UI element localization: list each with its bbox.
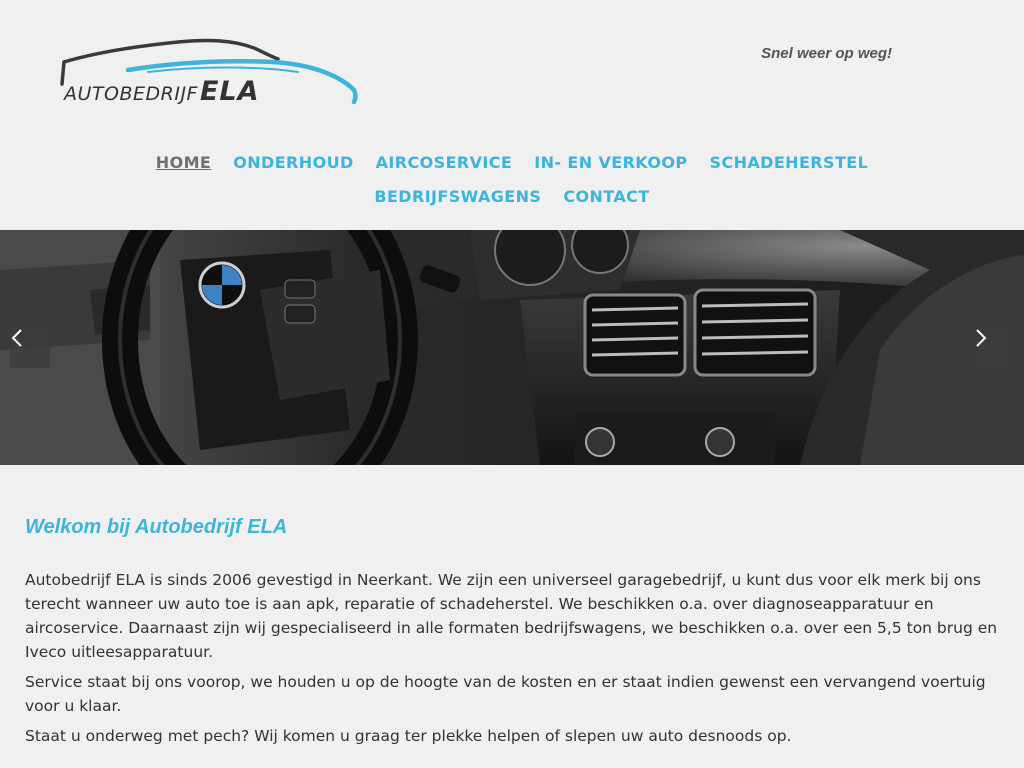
hero-slider [0,230,1024,465]
slider-prev-button[interactable] [10,328,50,368]
intro-paragraph: Autobedrijf ELA is sinds 2006 gevestigd in Neerkant. We zijn een universeel garagebedrijf, u kunt dus voor elk merk bij ons terecht wanneer uw auto toe is aan apk, reparatie of schadeherstel. We beschikken o.a. over diagnoseapparatuur en aircoservice. Daarnaast zijn wij gespecialiseerd in alle formaten bedrijfswagens, we beschikken o.a. over een 5,5 ton brug en Iveco uitleesapparatuur. [25,571,998,661]
page-title: Welkom bij Autobedrijf ELA [25,516,288,538]
service-paragraph: Service staat bij ons voorop, we houden u op de hoogte van de kosten en er staat indien gewenst een vervangend voertuig voor u klaar. [25,673,986,715]
breakdown-paragraph: Staat u onderweg met pech? Wij komen u graag ter plekke helpen of slepen uw auto desnoods op. [25,727,792,745]
car-interior-image [0,230,1024,465]
tagline: Snel weer op weg! [761,45,892,62]
nav-bedrijfswagens[interactable]: BEDRIJFSWAGENS [374,187,542,206]
logo-text-small: AUTOBEDRIJF [64,83,198,105]
nav-schadeherstel[interactable]: SCHADEHERSTEL [709,153,869,172]
nav-aircoservice[interactable]: AIRCOSERVICE [375,153,513,172]
main-nav-row-2 [0,187,1024,206]
logo[interactable] [58,34,362,108]
logo-text-big: ELA [199,76,260,107]
nav-in-en-verkoop[interactable]: IN- EN VERKOOP [534,153,688,172]
nav-contact[interactable]: CONTACT [563,187,650,206]
main-nav-row-1 [0,153,1024,172]
chevron-right-icon [974,328,988,348]
main-content [25,516,1000,748]
slider-next-button[interactable] [974,328,1014,368]
nav-home[interactable]: HOME [155,153,212,172]
nav-onderhoud[interactable]: ONDERHOUD [233,153,354,172]
chevron-left-icon [10,328,24,348]
